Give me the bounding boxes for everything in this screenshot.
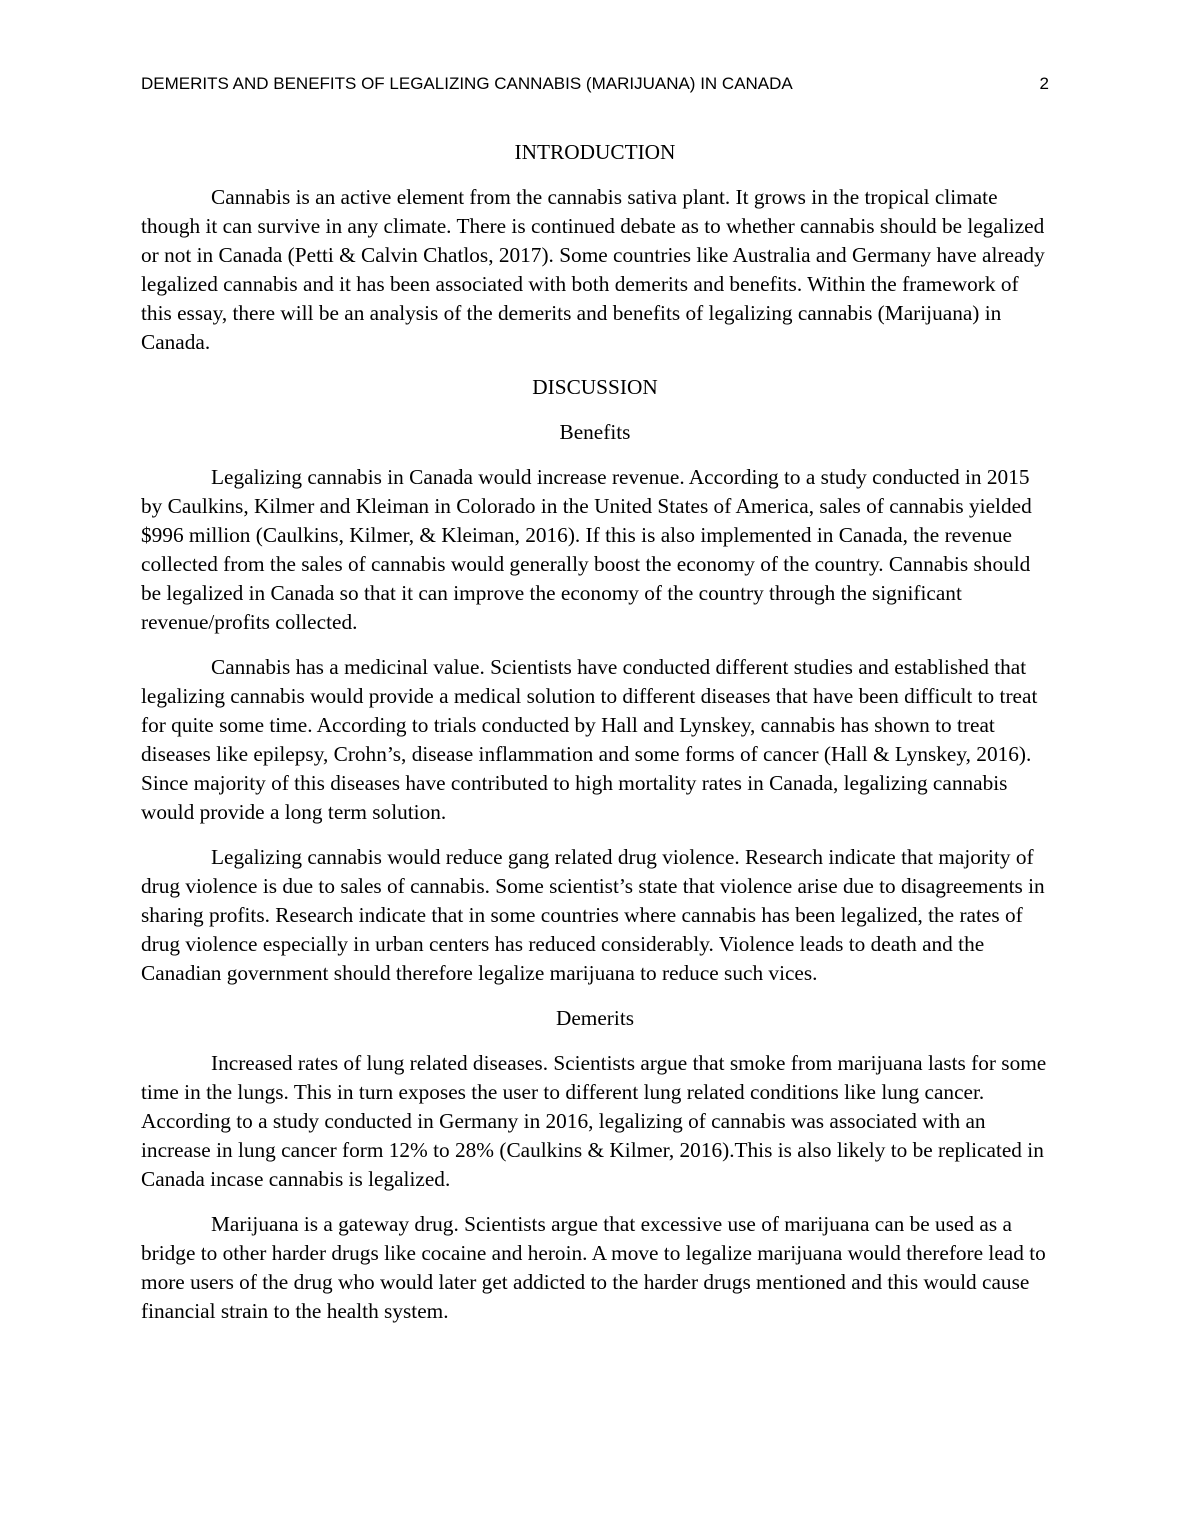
document-body bbox=[141, 138, 1049, 1342]
paragraph: Cannabis is an active element from the cannabis sativa plant. It grows in the tropical climate though it can survive in any climate. There is continued debate as to whether cannabis should be legalized or not in Canada (Petti & Calvin Chatlos, 2017). Some countries like Australia and Germany have already legalized cannabis and it has been associated with both demerits and benefits. Within the framework of this essay, there will be an analysis of the demerits and benefits of legalizing cannabis (Marijuana) in Canada. bbox=[141, 185, 1045, 354]
paragraph: Cannabis has a medicinal value. Scientists have conducted different studies and established that legalizing cannabis would provide a medical solution to different diseases that have been difficult to treat for quite some time. According to trials conducted by Hall and Lynskey, cannabis has shown to treat diseases like epilepsy, Crohn’s, disease inflammation and some forms of cancer (Hall & Lynskey, 2016). Since majority of this diseases have contributed to high mortality rates in Canada, legalizing cannabis would provide a long term solution. bbox=[141, 655, 1038, 824]
page-number: 2 bbox=[1039, 74, 1049, 93]
heading-discussion: DISCUSSION bbox=[532, 375, 658, 399]
heading-benefits: Benefits bbox=[559, 420, 631, 444]
paragraph: Legalizing cannabis in Canada would increase revenue. According to a study conducted in 2015 by Caulkins, Kilmer and Kleiman in Colorado in the United States of America, sales of cannabis yielded $996 million (Caulkins, Kilmer, & Kleiman, 2016). If this is also implemented in Canada, the revenue collected from the sales of cannabis would generally boost the economy of the country. Cannabis should be legalized in Canada so that it can improve the economy of the country through the significant revenue/profits collected. bbox=[141, 465, 1032, 634]
paragraph: Increased rates of lung related diseases. Scientists argue that smoke from marijuana lasts for some time in the lungs. This in turn exposes the user to different lung related conditions like lung cancer. According to a study conducted in Germany in 2016, legalizing of cannabis was associated with an increase in lung cancer form 12% to 28% (Caulkins & Kilmer, 2016).This is also likely to be replicated in Canada incase cannabis is legalized. bbox=[141, 1051, 1047, 1191]
running-title: DEMERITS AND BENEFITS OF LEGALIZING CANNABIS (MARIJUANA) IN CANADA bbox=[141, 74, 793, 93]
paragraph: Marijuana is a gateway drug. Scientists argue that excessive use of marijuana can be used as a bridge to other harder drugs like cocaine and heroin. A move to legalize marijuana would therefore lead to more users of the drug who would later get addicted to the harder drugs mentioned and this would cause financial strain to the health system. bbox=[141, 1212, 1046, 1323]
heading-demerits: Demerits bbox=[555, 1006, 635, 1030]
paragraph: Legalizing cannabis would reduce gang related drug violence. Research indicate that majority of drug violence is due to sales of cannabis. Some scientist’s state that violence arise due to disagreements in sharing profits. Research indicate that in some countries where cannabis has been legalized, the rates of drug violence especially in urban centers has reduced considerably. Violence leads to death and the Canadian government should therefore legalize marijuana to reduce such vices. bbox=[141, 845, 1045, 985]
heading-introduction: INTRODUCTION bbox=[514, 140, 676, 164]
running-header bbox=[141, 72, 1049, 96]
